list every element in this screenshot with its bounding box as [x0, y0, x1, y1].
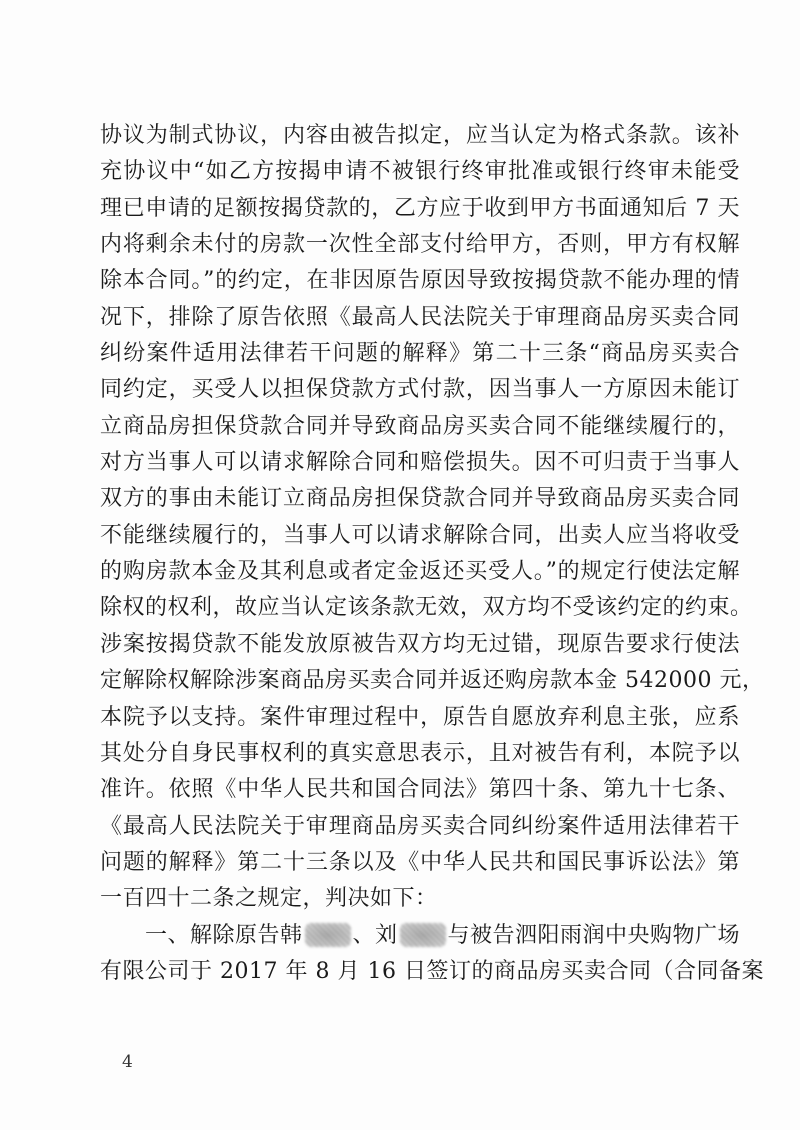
- text-line: 除本合同。”的约定，在非因原告原因导致按揭贷款不能办理的情: [100, 268, 740, 294]
- judgment-item-line: [100, 918, 740, 954]
- text-line: 纠纷案件适用法律若干问题的解释》第二十三条“商品房买卖合: [100, 341, 740, 367]
- text-line: 理已申请的足额按揭贷款的，乙方应于收到甲方书面通知后 7 天: [100, 195, 740, 221]
- text-line: 不能继续履行的，当事人可以请求解除合同，出卖人应当将收受: [100, 522, 740, 548]
- text-line: 的购房款本金及其利息或者定金返还买受人。”的规定行使法定解: [100, 559, 740, 585]
- judgment-body-text: [100, 118, 765, 990]
- text-line: 充协议中“如乙方按揭申请不被银行终审批准或银行终审未能受: [100, 159, 740, 185]
- text-line: 协议为制式协议，内容由被告拟定，应当认定为格式条款。该补: [100, 123, 740, 148]
- text-line: 立商品房担保贷款合同并导致商品房买卖合同不能继续履行的，: [100, 413, 740, 439]
- judgment-item-line: 有限公司于 2017 年 8 月 16 日签订的商品房买卖合同（合同备案: [100, 958, 764, 984]
- text-line: 其处分自身民事权利的真实意思表示，且对被告有利，本院予以: [100, 740, 740, 766]
- text-line: 本院予以支持。案件审理过程中，原告自愿放弃利息主张，应系: [100, 704, 740, 730]
- text-line: 准许。依照《中华人民共和国合同法》第四十条、第九十七条、: [100, 777, 740, 803]
- text-line: 一百四十二条之规定，判决如下：: [100, 886, 438, 912]
- text-line: 双方的事由未能订立商品房担保贷款合同并导致商品房买卖合同: [100, 486, 740, 512]
- text-line: 内将剩余未付的房款一次性全部支付给甲方，否则，甲方有权解: [100, 232, 740, 258]
- text-line: 况下，排除了原告依照《最高人民法院关于审理商品房买卖合同: [100, 304, 740, 330]
- judgment-item-mid: 、刘: [352, 922, 398, 948]
- text-line: 定解除权解除涉案商品房买卖合同并返还购房款本金 542000 元，: [100, 668, 765, 694]
- text-line: 对方当事人可以请求解除合同和赔偿损失。因不可归责于当事人: [100, 450, 740, 476]
- page-number: 4: [122, 1052, 133, 1072]
- judgment-item-suffix: 与被告泗阳雨润中央购物广场: [447, 922, 741, 948]
- redacted-name-blur: [305, 923, 351, 947]
- judgment-item-prefix: 一、解除原告韩: [100, 922, 303, 948]
- text-line: 同约定，买受人以担保贷款方式付款，因当事人一方原因未能订: [100, 377, 740, 403]
- text-line: 《最高人民法院关于审理商品房买卖合同纠纷案件适用法律若干: [100, 813, 740, 839]
- text-line: 涉案按揭贷款不能发放原被告双方均无过错，现原告要求行使法: [100, 631, 740, 657]
- redacted-name-blur: [400, 923, 446, 947]
- text-line: 除权的权利，故应当认定该条款无效，双方均不受该约定的约束。: [100, 595, 753, 621]
- text-line: 问题的解释》第二十三条以及《中华人民共和国民事诉讼法》第: [100, 849, 740, 875]
